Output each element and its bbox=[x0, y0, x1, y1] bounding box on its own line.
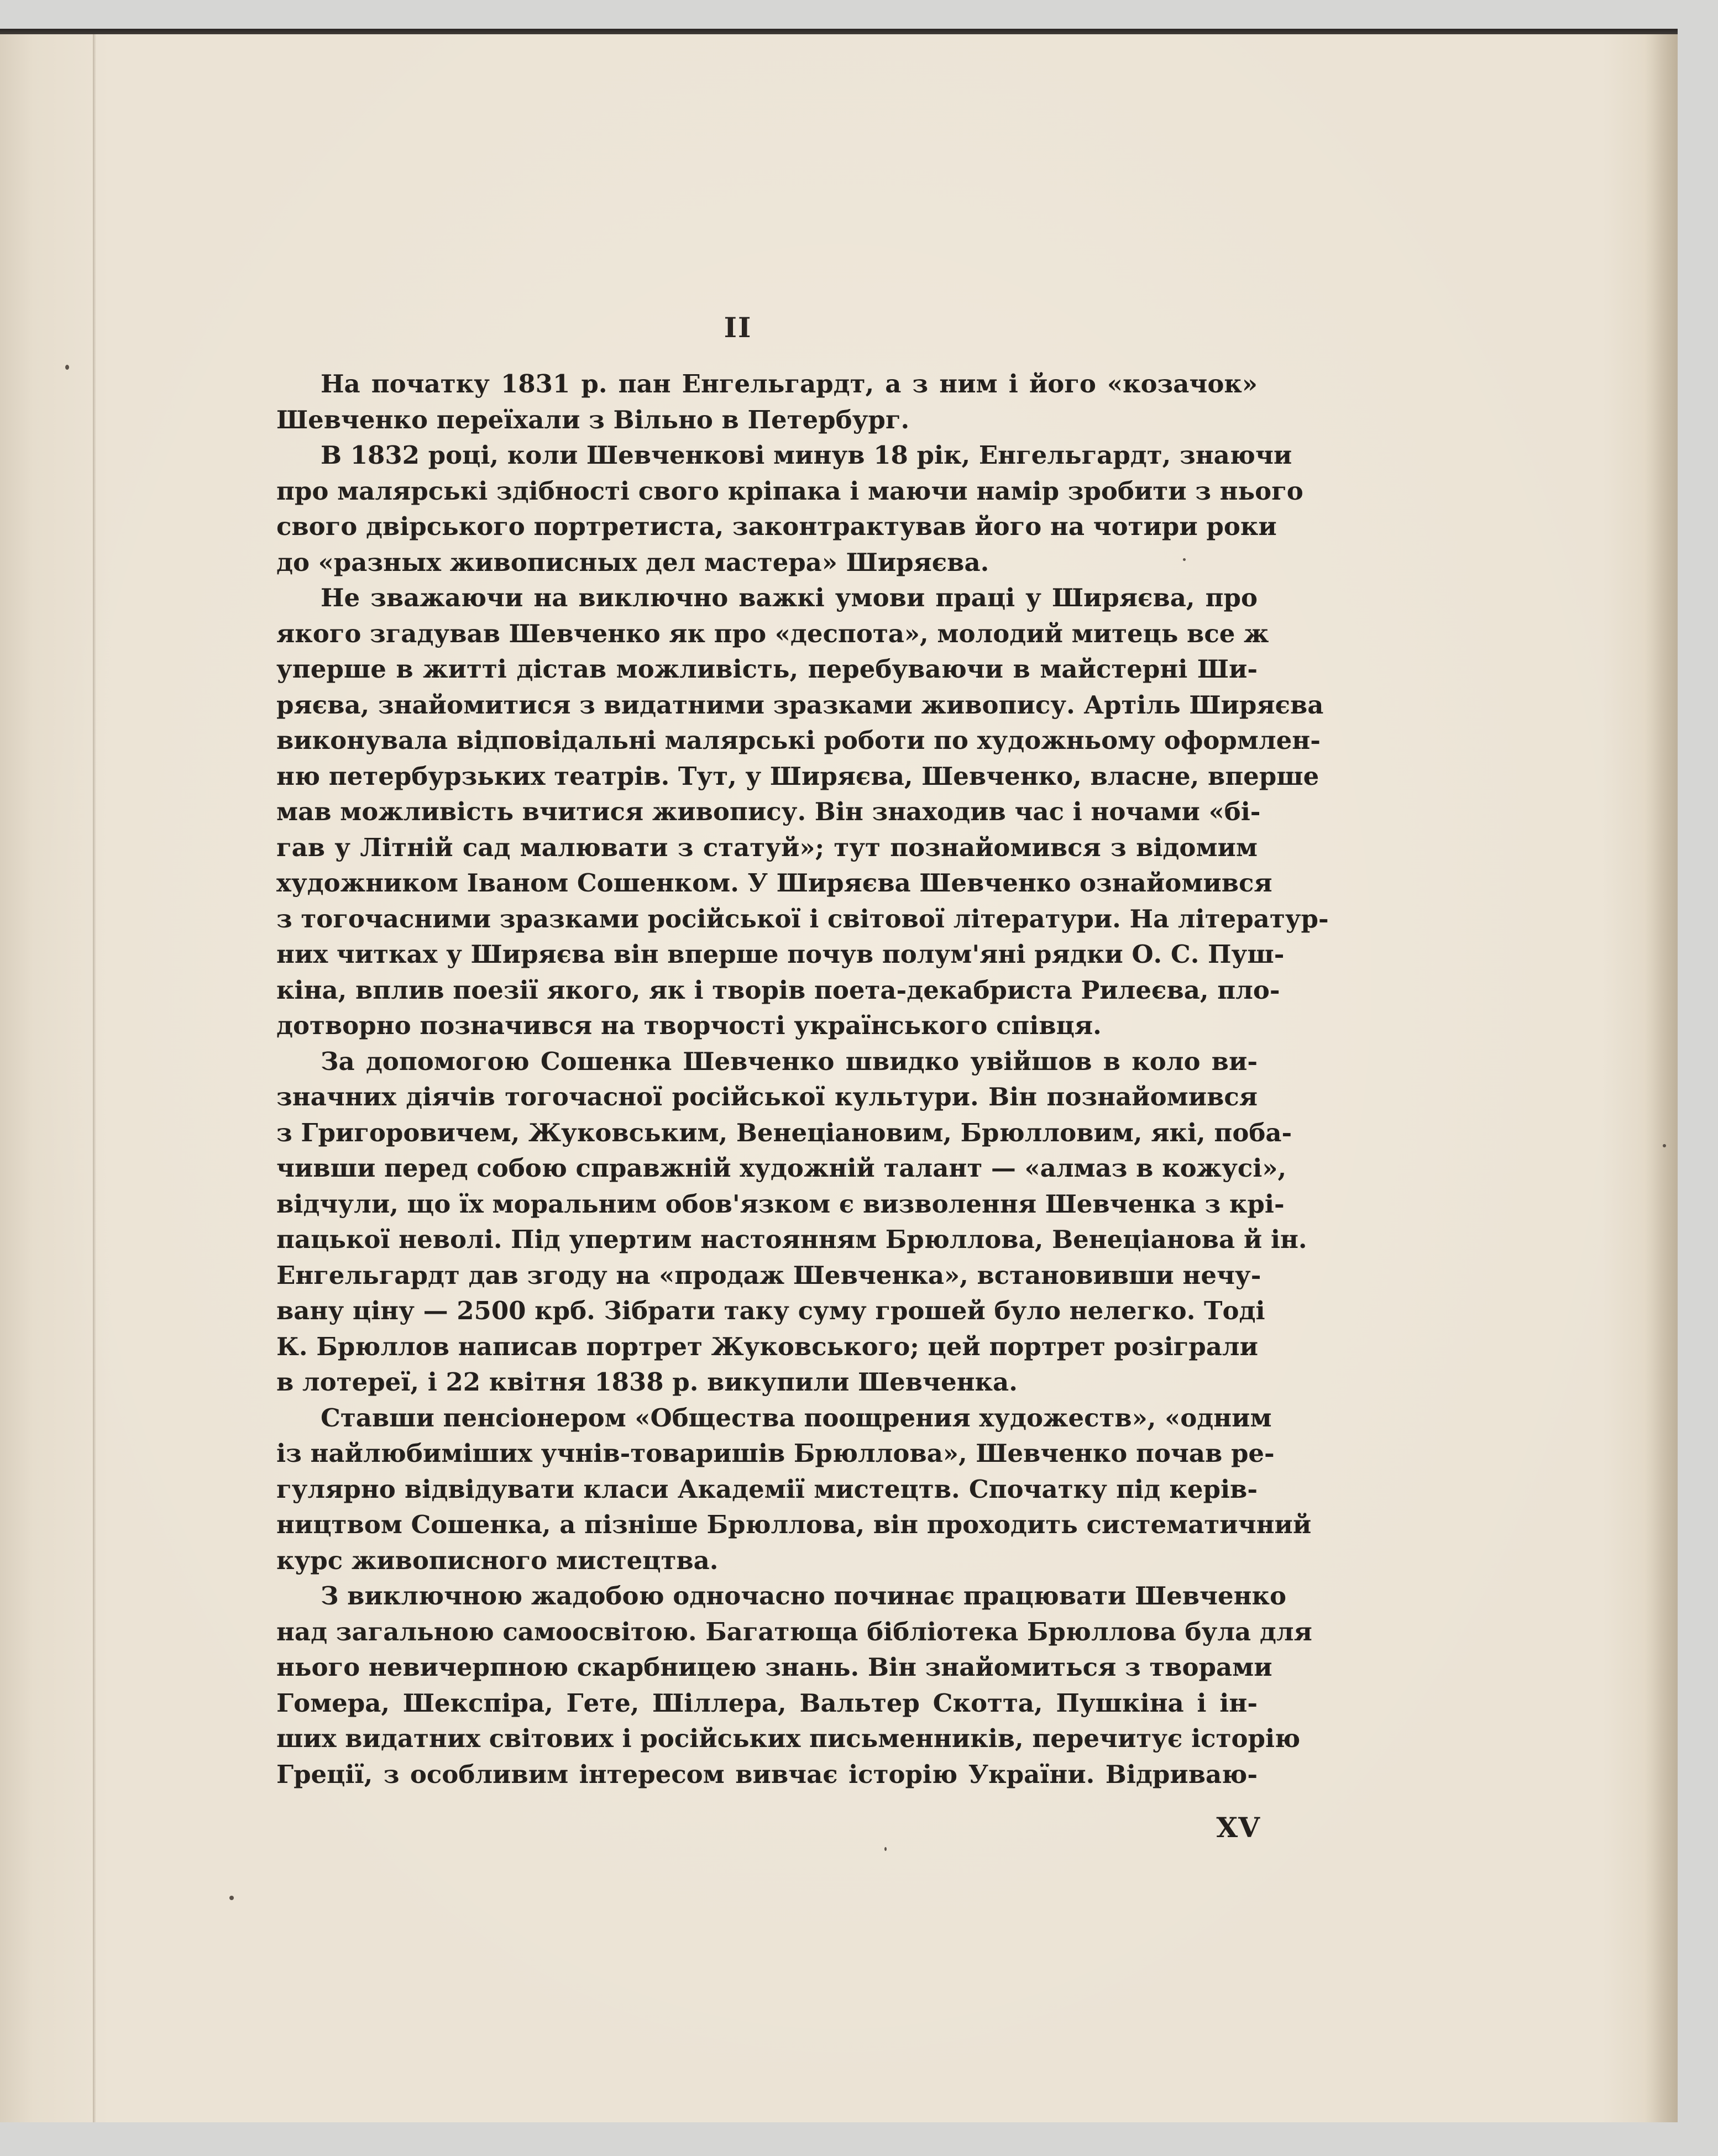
text-line: ряєва, знайомитися з видатними зразками живопису. Артіль Ширяєва bbox=[276, 690, 1324, 720]
text-line: На початку 1831 р. пан Енгельгардт, а з ним і його «козачок» bbox=[321, 369, 1258, 398]
text-line: ню петербурзьких театрів. Тут, у Ширяєва, Шевченко, власне, вперше bbox=[276, 761, 1319, 791]
text-line: художником Іваном Сошенком. У Ширяєва Шевченко ознайомився bbox=[276, 868, 1272, 898]
text-line: мав можливість вчитися живопису. Він знаходив час і ночами «бі- bbox=[276, 797, 1261, 826]
text-line: кіна, вплив поезії якого, як і творів поета-декабриста Рилеєва, пло- bbox=[276, 975, 1280, 1005]
text-line: відчули, що їх моральним обов'язком є визволення Шевченка з крі- bbox=[276, 1189, 1285, 1219]
page-number: XV bbox=[1216, 1811, 1260, 1844]
text-line: вану ціну — 2500 крб. Зібрати таку суму грошей було нелегко. Тоді bbox=[276, 1296, 1265, 1325]
text-line: К. Брюллов написав портрет Жуковського; цей портрет розіграли bbox=[276, 1331, 1258, 1361]
text-line: уперше в житті дістав можливість, перебуваючи в майстерні Ши- bbox=[276, 654, 1258, 684]
text-line: ництвом Сошенка, а пізніше Брюллова, він проходить систематичний bbox=[276, 1510, 1312, 1539]
text-line: Шевченко переїхали з Вільно в Петербург. bbox=[276, 405, 910, 434]
scan-speck bbox=[884, 1847, 887, 1851]
scan-speck bbox=[1663, 1144, 1666, 1147]
text-line: чивши перед собою справжній художній талант — «алмаз в кожусі», bbox=[276, 1153, 1287, 1183]
text-line: Енгельгардт дав згоду на «продаж Шевченка», встановивши нечу- bbox=[276, 1260, 1261, 1290]
text-line: пацької неволі. Під упертим настоянням Брюллова, Венеціанова й ін. bbox=[276, 1225, 1307, 1254]
text-line: За допомогою Сошенка Шевченко швидко увійшов в коло ви- bbox=[321, 1046, 1258, 1076]
text-line: до «разных живописных дел мастера» Ширяєва. bbox=[276, 547, 989, 577]
body-text bbox=[276, 366, 1329, 1792]
text-line: Ставши пенсіонером «Общества поощрения художеств», «одним bbox=[321, 1403, 1272, 1433]
text-line: гав у Літній сад малювати з статуй»; тут познайомився з відомим bbox=[276, 832, 1258, 862]
scan-speck bbox=[1183, 558, 1186, 561]
text-line: ших видатних світових і російських письменників, перечитує історію bbox=[276, 1724, 1301, 1753]
text-line: над загальною самоосвітою. Багатюща бібліотека Брюллова була для bbox=[276, 1617, 1312, 1646]
scan-speck bbox=[229, 1896, 234, 1900]
text-line: нього невичерпною скарбницею знань. Він знайомиться з творами bbox=[276, 1653, 1272, 1682]
text-line: В 1832 році, коли Шевченкові минув 18 рік, Енгельгардт, знаючи bbox=[321, 440, 1292, 470]
text-line: з тогочасними зразками російської і світової літератури. На літератур- bbox=[276, 904, 1329, 933]
text-line: із найлюбиміших учнів-товаришів Брюллова», Шевченко почав ре- bbox=[276, 1439, 1275, 1468]
text-line: гулярно відвідувати класи Академії мистецтв. Спочатку під керів- bbox=[276, 1474, 1258, 1504]
text-line: Греції, з особливим інтересом вивчає історію України. Відриваю- bbox=[276, 1759, 1258, 1789]
text-line: про малярські здібності свого кріпака і маючи намір зробити з нього bbox=[276, 476, 1303, 506]
text-line: Не зважаючи на виключно важкі умови праці у Ширяєва, про bbox=[321, 583, 1258, 612]
text-line: в лотереї, і 22 квітня 1838 р. викупили Шевченка. bbox=[276, 1367, 1018, 1397]
text-line: З виключною жадобою одночасно починає працювати Шевченко bbox=[321, 1581, 1287, 1611]
text-line: з Григоровичем, Жуковським, Венеціановим, Брюлловим, які, поба- bbox=[276, 1118, 1292, 1147]
scan-speck bbox=[65, 365, 69, 370]
text-line: якого згадував Шевченко як про «деспота», молодий митець все ж bbox=[276, 618, 1269, 648]
text-line: Гомера, Шекспіра, Гете, Шіллера, Вальтер Скотта, Пушкіна і ін- bbox=[276, 1688, 1258, 1718]
text-line: них читках у Ширяєва він вперше почув полум'яні рядки О. С. Пуш- bbox=[276, 940, 1285, 969]
text-line: значних діячів тогочасної російської культури. Він познайомився bbox=[276, 1082, 1258, 1111]
page-binding-shadow bbox=[93, 34, 96, 2122]
text-line: курс живописного мистецтва. bbox=[276, 1545, 719, 1575]
chapter-heading: II bbox=[724, 311, 752, 344]
text-line: дотворно позначився на творчості українського співця. bbox=[276, 1011, 1102, 1040]
text-line: виконувала відповідальні малярські роботи по художньому оформлен- bbox=[276, 726, 1321, 755]
text-line: свого двірського портретиста, законтрактував його на чотири роки bbox=[276, 512, 1277, 541]
page-right-fold bbox=[1644, 34, 1678, 2122]
